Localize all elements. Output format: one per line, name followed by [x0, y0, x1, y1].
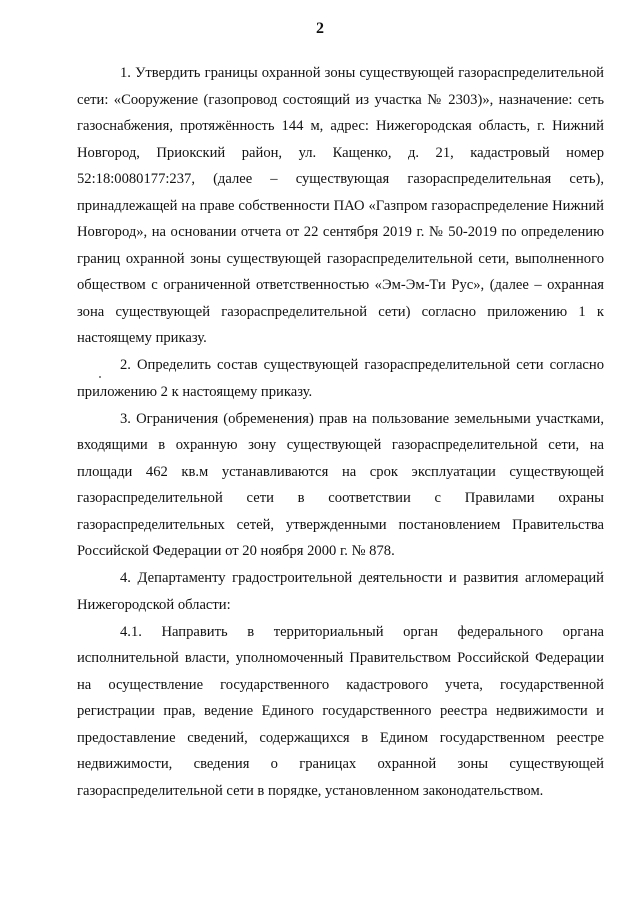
page-number: 2: [316, 20, 324, 37]
paragraph-item-4: 4. Департаменту градостроительной деятельности и развития агломераций Нижегородской области:: [77, 570, 604, 613]
paragraph-item-4-1: 4.1. Направить в территориальный орган федерального органа исполнительной власти, уполномоченный Правительством Российской Федерации на осуществление государственного кадастрового учета, государственной регистрации прав, ведение Единого государственного реестра недвижимости и предоставление сведений, содержащихся в Едином государственном реестре недвижимости, сведения о границах охранной зоны существующей газораспределительной сети в порядке, установленном законодательством.: [77, 623, 604, 799]
scan-artifact-dot: [99, 376, 101, 378]
paragraph-item-3: 3. Ограничения (обременения) прав на пользование земельными участками, входящими в охранную зону существующей газораспределительной сети, на площади 462 кв.м устанавливаются на срок эксплуатации существующей газораспределительной сети в соответствии с Правилами охраны газораспределительных сетей, утвержденными постановлением Правительства Российской Федерации от 20 ноября 2000 г. № 878.: [77, 410, 604, 559]
paragraph-item-2: 2. Определить состав существующей газораспределительной сети согласно приложению 2 к настоящему приказу.: [77, 357, 604, 400]
paragraph-item-1: 1. Утвердить границы охранной зоны существующей газораспределительной сети: «Сооружение (газопровод состоящий из участка № 2303)», назначение: сеть газоснабжения, протяжённость 144 м, адрес: Нижегородская область, г. Нижний Новгород, Приокский район, ул. Кащенко, д. 21, кадастровый номер 52:18:0080177:237, (далее – существующая газораспределительная сеть), принадлежащей на праве собственности ПАО «Газпром газораспределение Нижний Новгород», на основании отчета от 22 сентября 2019 г. № 50-2019 по определению границ охранной зоны существующей газораспределительной сети, выполненного обществом с ограниченной ответственностью «Эм-Эм-Ти Рус», (далее – охранная зона существующей газораспределительной сети) согласно приложению 1 к настоящему приказу.: [77, 65, 604, 346]
document-body: [77, 60, 604, 805]
